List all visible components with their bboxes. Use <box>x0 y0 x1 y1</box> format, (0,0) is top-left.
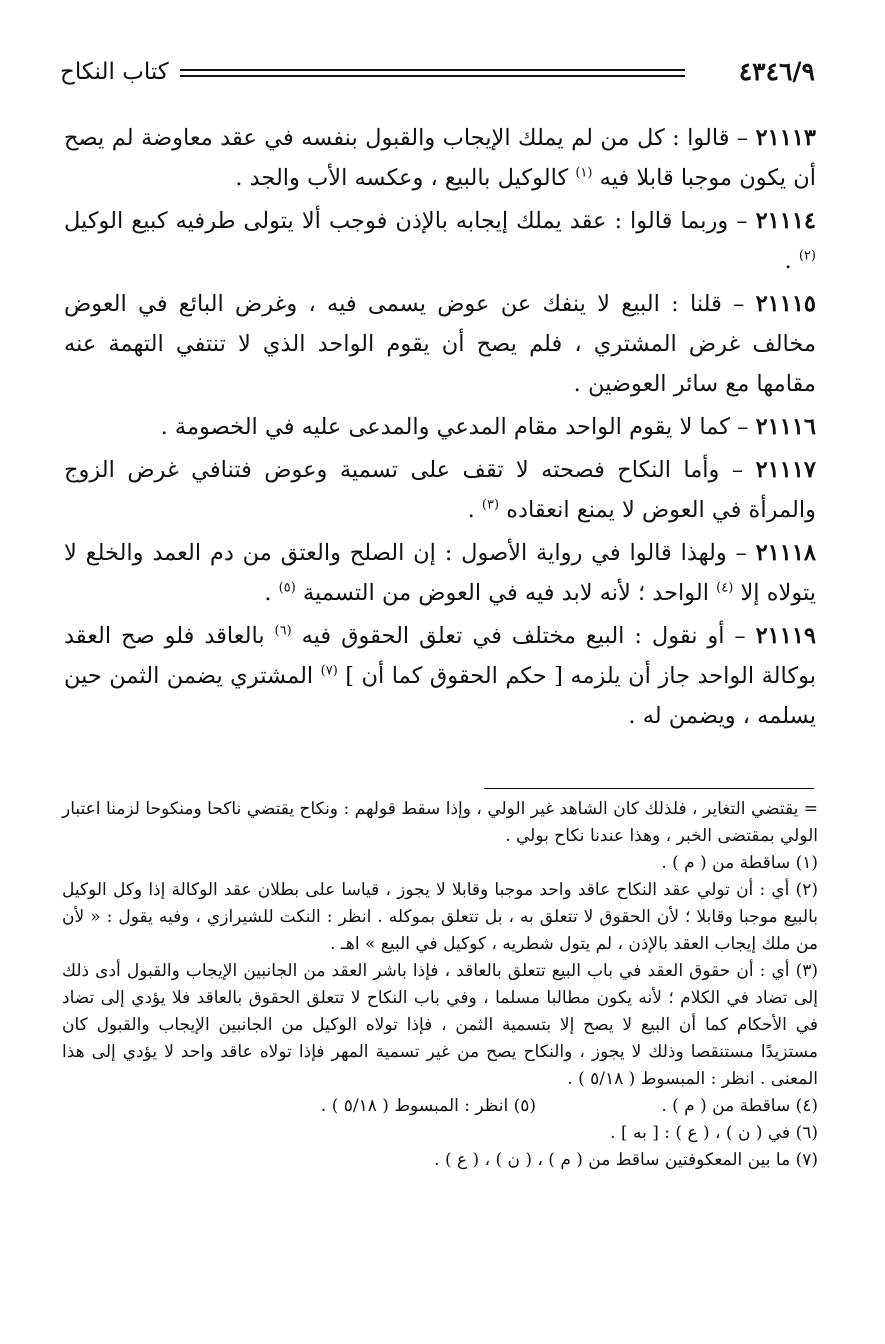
book-title: كتاب النكاح <box>60 59 169 85</box>
paragraph-text: – كما لا يقوم الواحد مقام المدعي والمدعى عليه في الخصومة . <box>160 414 756 440</box>
footnote-ref: (٤) <box>716 580 734 596</box>
paragraph-text: – قالوا : كل من لم يملك الإيجاب والقبول بنفسه في عقد معاوضة لم يصح أن يكون موجبا قابلا فيه <box>64 125 816 191</box>
footnote-4: (٤) ساقطة من ( م ) . <box>661 1096 818 1116</box>
page-header <box>60 54 815 90</box>
paragraph-text: – ولهذا قالوا في رواية الأصول : إن الصلح والعتق من دم العمد والخلع لا يتولاه إلا <box>64 540 816 606</box>
paragraph-text: المشتري يضمن الثمن حين يسلمه ، ويضمن له . <box>64 663 816 729</box>
paragraph-text: – أو نقول : البيع مختلف في تعلق الحقوق فيه <box>291 623 756 649</box>
paragraph-text: بالعاقد فلو صح العقد بوكالة الواحد جاز أن يلزمه [ حكم الحقوق كما أن ] <box>64 623 816 689</box>
footnote-6: (٦) في ( ن ) ، ( ع ) : [ به ] . <box>610 1123 818 1143</box>
paragraph-21115 <box>64 284 816 404</box>
paragraph-21113 <box>64 118 816 198</box>
paragraph-text: . <box>264 580 279 606</box>
footnote-ref: (٦) <box>274 623 292 639</box>
paragraph-text: – وربما قالوا : عقد يملك إيجابه بالإذن فوجب ألا يتولى طرفيه كبيع الوكيل <box>64 208 756 234</box>
paragraph-21117 <box>64 450 816 530</box>
paragraph-number: ٢١١١٧ <box>755 457 816 483</box>
paragraph-text: الواحد ؛ لأنه لابد فيه في العوض من التسمية <box>295 580 717 606</box>
paragraph-number: ٢١١١٨ <box>755 540 816 566</box>
footnote-5: (٥) انظر : المبسوط ( ٥/١٨ ) . <box>320 1096 536 1116</box>
main-text <box>64 118 816 739</box>
paragraph-21116 <box>64 407 816 447</box>
paragraph-21114 <box>64 201 816 281</box>
footnote-continuation: = يقتضي التغاير ، فلذلك كان الشاهد غير الولي ، وإذا سقط قولهم : ونكاح يقتضي ناكحا ومنكوحا لزمنا اعتبار الولي بمقتضى الخبر ، وهذا عندنا نكاح بولي . <box>62 799 818 846</box>
header-rule <box>180 69 685 77</box>
paragraph-number: ٢١١١٩ <box>755 623 817 649</box>
footnote-2: (٢) أي : أن تولي عقد النكاح عاقد واحد موجبا وقابلا لا يجوز ، قياسا على بطلان عقد الوكالة إذا وكل الوكيل بالبيع موجبا وقابلا ؛ لأن الحقوق لا تتعلق به ، بل تتعلق بموكله . انظر : النكت للشيرازي ، وفيه يقول : « لأن من ملك إيجاب العقد بالإذن ، لم يتول شطريه ، كوكيل في البيع » اهـ . <box>62 880 818 954</box>
footnote-row-4-5 <box>62 1093 818 1120</box>
paragraph-text: . <box>467 497 482 523</box>
paragraph-number: ٢١١١٣ <box>755 125 816 151</box>
paragraph-21118 <box>64 533 816 613</box>
footnote-separator <box>484 788 814 789</box>
paragraph-number: ٢١١١٥ <box>755 291 816 317</box>
footnote-ref: (١) <box>575 165 593 181</box>
footnote-ref: (٣) <box>481 497 500 513</box>
paragraph-number: ٢١١١٦ <box>755 414 816 440</box>
page-number: ٤٣٤٦/٩ <box>738 57 815 86</box>
footnote-ref: (٧) <box>320 663 338 679</box>
paragraph-text: . <box>784 248 799 274</box>
footnotes <box>62 796 818 1174</box>
footnote-1: (١) ساقطة من ( م ) . <box>661 853 818 873</box>
footnote-7: (٧) ما بين المعكوفتين ساقط من ( م ) ، ( ن ) ، ( ع ) . <box>434 1150 818 1170</box>
paragraph-text: – قلنا : البيع لا ينفك عن عوض يسمى فيه ، وغرض البائع في العوض مخالف غرض المشتري ، فلم يصح أن يقوم الواحد الذي لا تنتفي التهمة عنه مقامها مع سائر العوضين . <box>64 291 816 397</box>
paragraph-21119 <box>64 616 816 736</box>
paragraph-number: ٢١١١٤ <box>755 208 816 234</box>
footnote-ref: (٥) <box>278 580 296 596</box>
paragraph-text: كالوكيل بالبيع ، وعكسه الأب والجد . <box>235 165 576 191</box>
footnote-ref: (٢) <box>798 248 816 264</box>
paragraph-text: – وأما النكاح فصحته لا تقف على تسمية وعوض فتنافي غرض الزوج والمرأة في العوض لا يمنع انعقاده <box>64 457 816 523</box>
footnote-3: (٣) أي : أن حقوق العقد في باب البيع تتعلق بالعاقد ، فإذا باشر العقد من الجانبين الإيجاب والقبول أدى ذلك إلى تضاد في الكلام ؛ لأنه يكون مطالبا مسلما ، وفي باب النكاح لا تتعلق الحقوق بالعاقد فلا يؤدي إلى تضاد في الأحكام كما أن البيع لا يصح إلا بتسمية الثمن ، فإذا تولاه الوكيل من الجانبين الإيجاب والقبول كان مستزيدًا مستنقصا وذلك لا يجوز ، والنكاح يصح من غير تسمية المهر فإذا تولاه عاقد واحد لا يؤدي إلى هذا المعنى . انظر : المبسوط ( ٥/١٨ ) . <box>62 961 818 1089</box>
